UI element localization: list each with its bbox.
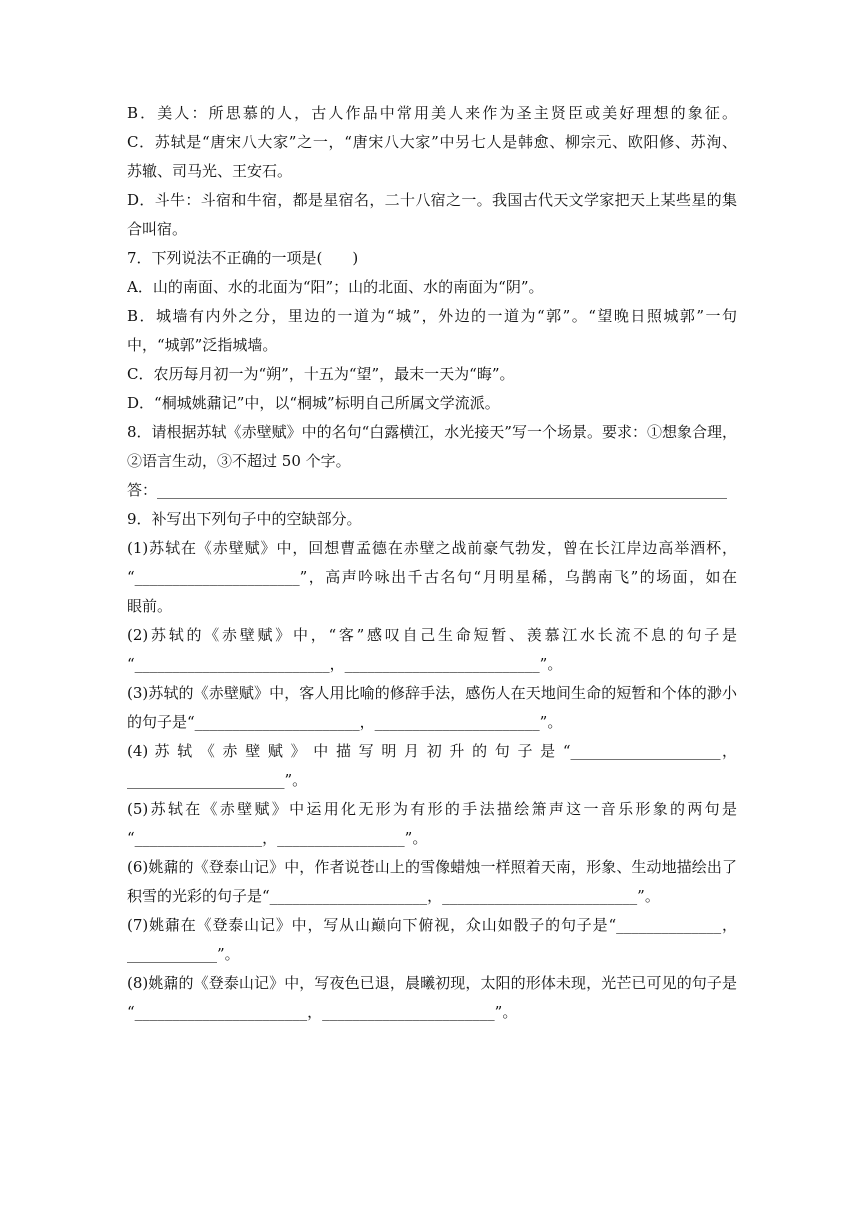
option-c-line-1: C．苏轼是“唐宋八大家”之一，“唐宋八大家”中另七人是韩愈、柳宗元、欧阳修、苏洵、	[127, 133, 737, 151]
q9-item-3-line-2[interactable]: 的句子是“______________________，______________________”。	[127, 713, 563, 731]
q9-item-1-line-1: (1)苏轼在《赤壁赋》中，回想曹孟德在赤壁之战前豪气勃发，曾在长江岸边高举酒杯，	[127, 539, 737, 557]
q9-item-1-line-3: 眼前。	[127, 597, 173, 615]
q9-item-5-line-1: (5)苏轼在《赤壁赋》中运用化无形为有形的手法描绘箫声这一音乐形象的两句是	[127, 800, 737, 818]
document-body	[127, 99, 737, 1027]
q9-item-6-line-2[interactable]: 积雪的光彩的句子是“_____________________，__________________________”。	[127, 887, 660, 905]
option-b-line: B．美人：所思慕的人，古人作品中常用美人来作为圣主贤臣或美好理想的象征。	[127, 104, 737, 122]
q7-option-a: A．山的南面、水的北面为“阳”；山的北面、水的南面为“阴”。	[127, 278, 544, 296]
q9-item-3-line-1: (3)苏轼的《赤壁赋》中，客人用比喻的修辞手法，感伤人在天地间生命的短暂和个体的渺小	[127, 684, 737, 702]
answer-line[interactable]: 答：____________________________________________________________________________	[127, 481, 728, 499]
question-8-line-1: 8．请根据苏轼《赤壁赋》中的名句“白露横江，水光接天”写一个场景。要求：①想象合理，	[127, 423, 737, 441]
question-8-line-2: ②语言生动，③不超过 50 个字。	[127, 452, 351, 470]
q9-item-5-line-2[interactable]: “_________________，_________________”。	[127, 829, 428, 847]
option-c-line-2: 苏辙、司马光、王安石。	[127, 162, 293, 180]
question-9-title: 9．补写出下列句子中的空缺部分。	[127, 510, 362, 528]
q9-item-7-line-2[interactable]: ____________”。	[127, 945, 240, 963]
q9-item-1-line-2[interactable]: “______________________”，高声吟咏出千古名句“月明星稀，乌鹊南飞”的场面，如在	[127, 568, 737, 586]
q9-item-7-line-1[interactable]: (7)姚鼐在《登泰山记》中，写从山巅向下俯视，众山如骰子的句子是“______________，	[127, 916, 737, 934]
q9-item-2-line-2[interactable]: “__________________________，__________________________”。	[127, 655, 563, 673]
question-7-title: 7．下列说法不正确的一项是( )	[127, 249, 359, 267]
q9-item-4-line-2[interactable]: _____________________”。	[127, 771, 308, 789]
q9-item-2-line-1: (2)苏轼的《赤壁赋》中，“客”感叹自己生命短暂、羡慕江水长流不息的句子是	[127, 626, 737, 644]
option-d-line-2: 合叫宿。	[127, 220, 188, 238]
q9-item-8-line-2[interactable]: “_______________________，_______________________”。	[127, 1003, 518, 1021]
q9-item-8-line-1: (8)姚鼐的《登泰山记》中，写夜色已退，晨曦初现，太阳的形体未现，光芒已可见的句子是	[127, 974, 737, 992]
q7-option-b-line-2: 中，“城郭”泛指城墙。	[127, 336, 278, 354]
option-d-line-1: D．斗牛：斗宿和牛宿，都是星宿名，二十八宿之一。我国古代天文学家把天上某些星的集	[127, 191, 737, 209]
q9-item-4-line-1[interactable]: (4) 苏 轼 《 赤 壁 赋 》 中 描 写 明 月 初 升 的 句 子 是 “____________________，	[127, 742, 737, 760]
q9-item-6-line-1: (6)姚鼐的《登泰山记》中，作者说苍山上的雪像蜡烛一样照着天南，形象、生动地描绘出了	[127, 858, 737, 876]
q7-option-c: C．农历每月初一为“朔”，十五为“望”，最末一天为“晦”。	[127, 365, 515, 383]
q7-option-b-line-1: B．城墙有内外之分，里边的一道为“城”，外边的一道为“郭”。“望晚日照城郭”一句	[127, 307, 737, 325]
q7-option-d: D．“桐城姚鼐记”中，以“桐城”标明自己所属文学流派。	[127, 394, 500, 412]
